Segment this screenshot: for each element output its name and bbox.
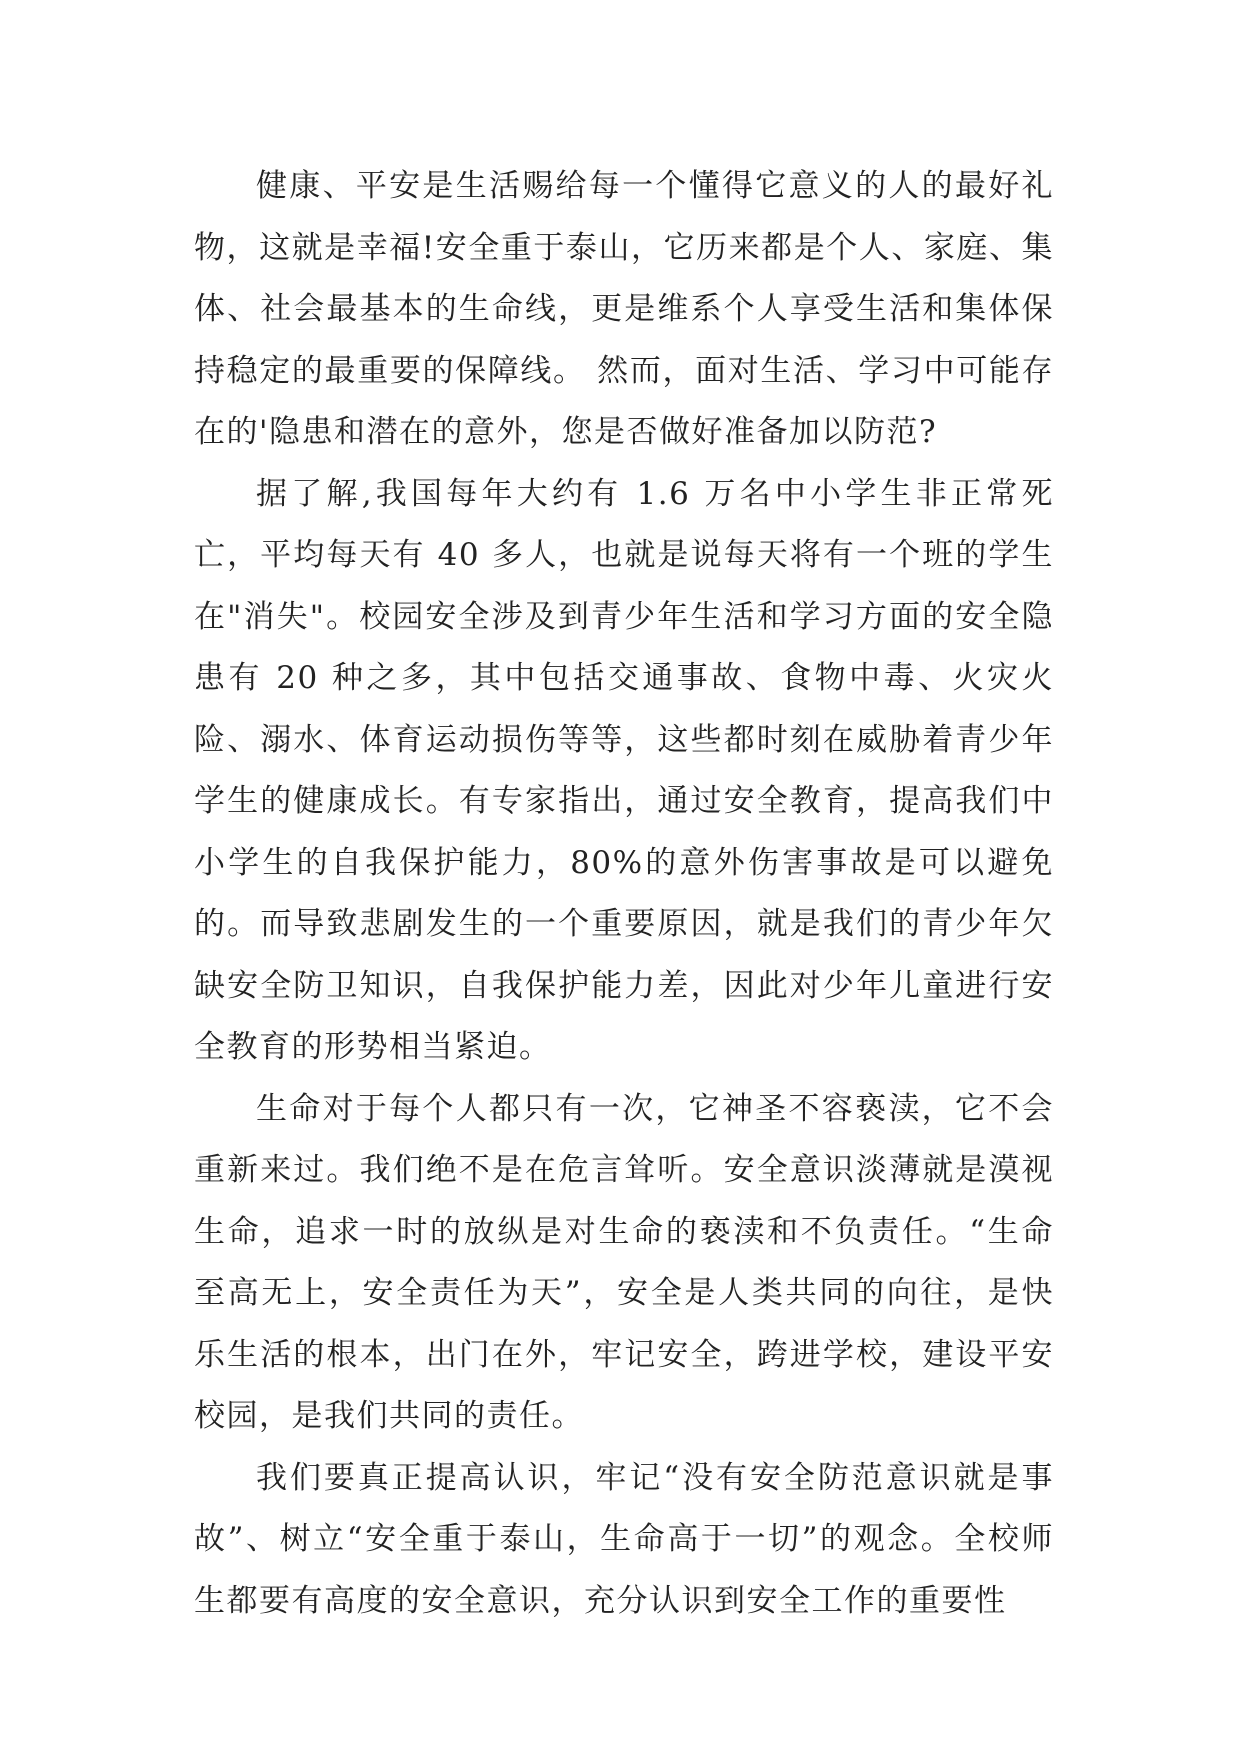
paragraph-4: 我们要真正提高认识，牢记“没有安全防范意识就是事故”、树立“安全重于泰山，生命高于一切”的观念。全校师生都要有高度的安全意识，充分认识到安全工作的重要性 [194, 1459, 1054, 1619]
document-body [194, 156, 1054, 1632]
paragraph-2: 据了解,我国每年大约有 1.6 万名中小学生非正常死亡，平均每天有 40 多人，也就是说每天将有一个班的学生在"消失"。校园安全涉及到青少年生活和学习方面的安全隐患有 20 种之多，其中包括交通事故、食物中毒、火灾火险、溺水、体育运动损伤等等，这些都时刻在威胁着青少年学生的健康成长。有专家指出，通过安全教育，提高我们中小学生的自我保护能力，80%的意外伤害事故是可以避免的。而导致悲剧发生的一个重要原因，就是我们的青少年欠缺安全防卫知识，自我保护能力差，因此对少年儿童进行安全教育的形势相当紧迫。 [194, 475, 1054, 1065]
paragraph-1: 健康、平安是生活赐给每一个懂得它意义的人的最好礼物，这就是幸福!安全重于泰山，它历来都是个人、家庭、集体、社会最基本的生命线，更是维系个人享受生活和集体保持稳定的最重要的保障线。 然而，面对生活、学习中可能存在的'隐患和潜在的意外，您是否做好准备加以防范? [194, 168, 1054, 450]
paragraph-3: 生命对于每个人都只有一次，它神圣不容亵渎，它不会重新来过。我们绝不是在危言耸听。安全意识淡薄就是漠视生命，追求一时的放纵是对生命的亵渎和不负责任。“生命至高无上，安全责任为天”，安全是人类共同的向往，是快乐生活的根本，出门在外，牢记安全，跨进学校，建设平安校园，是我们共同的责任。 [194, 1090, 1054, 1434]
